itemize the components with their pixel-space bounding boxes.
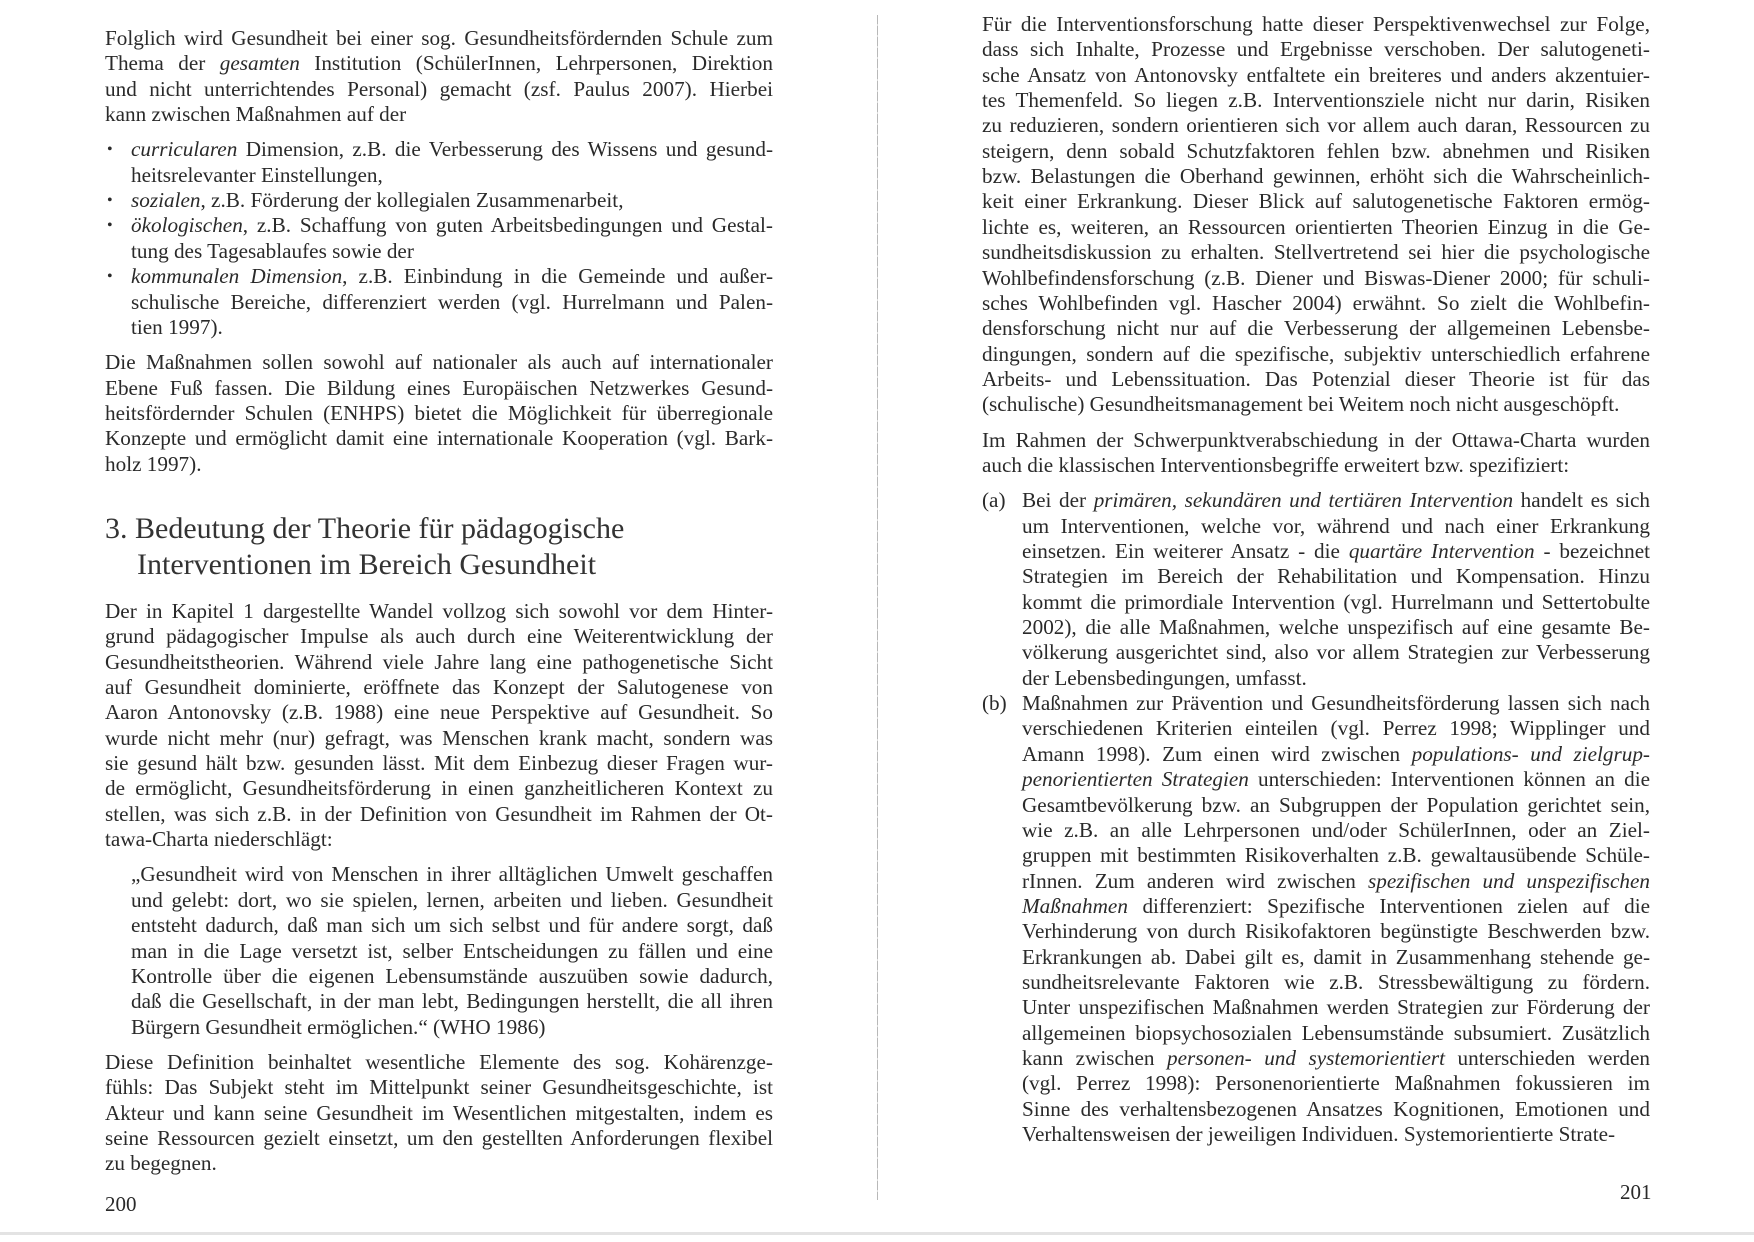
text-line: tien 1997). <box>131 314 223 339</box>
text-line: keit einer Erkrankung. Dieser Blick auf salutogenetische Faktoren ermög- <box>982 189 1650 214</box>
text-line: Maßnahmen differenziert: Spezifische Interventionen zielen auf die <box>1022 893 1650 918</box>
text-line: Strategien im Bereich der Rehabilitation und Kompensation. Hinzu <box>1022 564 1650 589</box>
text-line: zu reduzieren, sondern orientieren sich vor allem auch daran, Ressourcen zu <box>982 113 1650 138</box>
quote-line: „Gesundheit wird von Menschen in ihrer alltäglichen Umwelt geschaffen <box>131 862 773 887</box>
text-line: bzw. Belastungen die Oberhand gewinnen, erhöht sich die Wahrscheinlich- <box>982 164 1650 189</box>
quote-line: entsteht dadurch, daß man sich um sich selbst und für andere sorgt, daß <box>131 913 773 938</box>
text-line: Maßnahmen zur Prävention und Gesundheitsförderung lassen sich nach <box>1022 691 1650 716</box>
text-line: steigern, denn sobald Schutzfaktoren fehlen bzw. abnehmen und Risiken <box>982 138 1650 163</box>
text-line: zu begegnen. <box>105 1151 217 1176</box>
text-line: kommt die primordiale Intervention (vgl. Hurrelmann und Settertobulte <box>1022 589 1650 614</box>
section-heading-line: Interventionen im Bereich Gesundheit <box>137 547 597 581</box>
text-line: sundheitsrelevante Faktoren wie z.B. Stressbewältigung zu fördern. <box>1022 969 1650 994</box>
text-line: Wohlbefindensforschung (z.B. Diener und Biswas-Diener 2000; für schuli- <box>982 265 1650 290</box>
quote-line: und gelebt: dort, wo sie spielen, lernen, arbeiten und lieben. Gesundheit <box>131 887 773 912</box>
text-line: wurde nicht mehr (nur) gefragt, was Menschen krank macht, sondern was <box>105 725 773 750</box>
text-line: Gesundheitstheorien. Während viele Jahre lang eine pathogenetische Sicht <box>105 649 773 674</box>
page-number-right: 201 <box>1620 1180 1652 1204</box>
quote-line: Bürgern Gesundheit ermöglichen.“ (WHO 1986) <box>131 1014 546 1039</box>
text-line: Erkrankungen ab. Dabei gilt es, damit in Zusammenhang stehende ge- <box>1022 944 1650 969</box>
text-line: seine Ressourcen gezielt einsetzt, um den gestellten Anforderungen flexibel <box>105 1125 773 1150</box>
text-line: völkerung ausgerichtet sind, also vor allem Strategien zur Verbesserung <box>1022 640 1650 665</box>
text-line: dingungen, sondern auf die spezifische, subjektiv unterschiedlich erfahrene <box>982 341 1650 366</box>
text-line: kann zwischen Maßnahmen auf der <box>105 102 407 127</box>
text-line: sozialen, z.B. Förderung der kollegialen Zusammenarbeit, <box>131 188 624 213</box>
text-line: Ebene Fuß fassen. Die Bildung eines Europäischen Netzwerkes Gesund- <box>105 375 773 400</box>
text-line: sche Ansatz von Antonovsky entfaltete ein breiteres und anders akzentuier- <box>982 62 1650 87</box>
text-line: Unter unspezifischen Maßnahmen werden Strategien zur Förderung der <box>1022 995 1650 1020</box>
text-line: tung des Tagesablaufes sowie der <box>131 238 414 263</box>
text-line: penorientierten Strategien unterschieden: Interventionen können an die <box>1022 767 1650 792</box>
quote-line: Kontrolle über die eigenen Lebensumstände auszuüben sowie dadurch, <box>131 963 773 988</box>
text-line: Gesamtbevölkerung bzw. an Subgruppen der Population gerichtet sein, <box>1022 792 1650 817</box>
quote-line: man in die Lage versetzt ist, selber Entscheidungen zu fällen und eine <box>131 938 773 963</box>
bullet-icon: • <box>107 217 113 235</box>
text-line: auf Gesundheit dominierte, eröffnete das Konzept der Salutogenese von <box>105 675 773 699</box>
text-line: Thema der gesamten Institution (SchülerInnen, Lehrpersonen, Direktion <box>105 51 773 76</box>
text-line: fühls: Das Subjekt steht im Mittelpunkt seiner Gesundheitsgeschichte, ist <box>105 1075 773 1100</box>
text-line: lichte es, weiteren, an Ressourcen orientierten Theorien Einzug in die Ge- <box>982 214 1650 239</box>
text-line: wie z.B. an alle Lehrpersonen und/oder SchülerInnen, oder an Ziel- <box>1022 817 1650 842</box>
text-line: Aaron Antonovsky (z.B. 1988) eine neue Perspektive auf Gesundheit. So <box>105 700 773 725</box>
text-line: kommunalen Dimension, z.B. Einbindung in die Gemeinde und außer- <box>131 264 773 289</box>
text-line: Arbeits- und Lebenssituation. Das Potenzial dieser Theorie ist für das <box>982 366 1650 391</box>
text-line: curricularen Dimension, z.B. die Verbesserung des Wissens und gesund- <box>131 137 773 162</box>
text-line: heitsfördernder Schulen (ENHPS) bietet die Möglichkeit für überregionale <box>105 400 773 425</box>
text-line: Bei der primären, sekundären und tertiären Intervention handelt es sich <box>1022 488 1650 513</box>
section-heading-line: 3. Bedeutung der Theorie für pädagogische <box>105 511 625 545</box>
text-line: sie gesund hält bzw. gesunden lässt. Mit dem Einbezug dieser Fragen wur- <box>105 751 773 776</box>
text-line: kann zwischen personen- und systemorientiert unterschieden werden <box>1022 1046 1651 1070</box>
text-line: Verhinderung von durch Risikofaktoren begünstigte Beschwerden bzw. <box>1022 919 1650 944</box>
text-line: Die Maßnahmen sollen sowohl auf nationaler als auch auf internationaler <box>105 350 773 375</box>
text-line: Für die Interventionsforschung hatte dieser Perspektivenwechsel zur Folge, <box>982 12 1650 36</box>
left-page <box>0 0 860 1242</box>
enumeration-marker: (b) <box>982 691 1007 716</box>
text-line: Akteur und kann seine Gesundheit im Wesentlichen mitgestalten, indem es <box>105 1100 773 1125</box>
text-line: sches Wohlbefinden vgl. Hascher 2004) erwähnt. So zielt die Wohlbefin- <box>982 290 1650 315</box>
text-line: tes Themenfeld. So liegen z.B. Interventionsziele nicht nur darin, Risiken <box>982 88 1650 113</box>
text-line: sundheitsdiskussion zu erhalten. Stellvertretend sei hier die psychologische <box>982 240 1650 265</box>
text-line: verschiedenen Kriterien einteilen (vgl. Perrez 1998; Wipplinger und <box>1022 716 1650 741</box>
text-line: (vgl. Perrez 1998): Personenorientierte Maßnahmen fokussieren im <box>1022 1071 1650 1096</box>
text-line: 2002), die alle Maßnahmen, welche unspezifisch auf eine gesamte Be- <box>1022 615 1650 640</box>
text-line: der Lebensbedingungen, umfasst. <box>1022 665 1307 690</box>
text-line: schulische Bereiche, differenziert werden (vgl. Hurrelmann und Palen- <box>131 289 773 314</box>
enumeration-marker: (a) <box>982 488 1006 513</box>
text-line: und nicht unterrichtendes Personal) gemacht (zsf. Paulus 2007). Hierbei <box>105 76 773 101</box>
quote-line: daß die Gesellschaft, in der man lebt, Bedingungen herstellt, die all ihren <box>131 989 773 1014</box>
bullet-icon: • <box>107 192 113 210</box>
book-gutter-line <box>877 15 878 1200</box>
text-line: Amann 1998). Zum einen wird zwischen populations- und zielgrup- <box>1022 741 1650 766</box>
text-line: allgemeinen biopsychosozialen Lebensumstände subsumiert. Zusätzlich <box>1022 1020 1650 1045</box>
text-line: Konzepte und ermöglicht damit eine internationale Kooperation (vgl. Bark- <box>105 426 773 451</box>
text-line: Im Rahmen der Schwerpunktverabschiedung in der Ottawa-Charta wurden <box>982 427 1650 452</box>
text-line: de ermöglicht, Gesundheitsförderung in einen ganzheitlicheren Kontext zu <box>105 776 773 801</box>
text-line: gruppen mit bestimmten Risikoverhalten z.B. gewaltausübende Schüle- <box>1022 843 1650 868</box>
text-line: Der in Kapitel 1 dargestellte Wandel vollzog sich sowohl vor dem Hinter- <box>105 598 773 623</box>
text-line: Sinne des verhaltensbezogenen Ansatzes Kognitionen, Emotionen und <box>1022 1096 1650 1121</box>
text-line: Folglich wird Gesundheit bei einer sog. Gesundheitsfördernden Schule zum <box>105 26 773 50</box>
text-line: dass sich Inhalte, Prozesse und Ergebnisse verschoben. Der salutogeneti- <box>982 37 1650 62</box>
bullet-icon: • <box>107 141 113 159</box>
text-line: densforschung nicht nur auf die Verbesserung der allgemeinen Lebensbe- <box>982 316 1650 341</box>
text-line: tawa-Charta niederschlägt: <box>105 827 333 852</box>
scan-bottom-edge <box>0 1232 1754 1235</box>
bullet-icon: • <box>107 268 113 286</box>
page-number-left: 200 <box>105 1192 137 1216</box>
text-line: heitsrelevanter Einstellungen, <box>131 162 383 187</box>
text-line: (schulische) Gesundheitsmanagement bei Weitem noch nicht ausgeschöpft. <box>982 392 1620 417</box>
text-line: um Interventionen, welche vor, während und nach einer Erkrankung <box>1022 513 1650 538</box>
text-line: Verhaltensweisen der jeweiligen Individuen. Systemorientierte Strate- <box>1022 1122 1616 1147</box>
text-line: auch die klassischen Interventionsbegriffe erweitert bzw. spezifiziert: <box>982 452 1570 477</box>
text-line: ökologischen, z.B. Schaffung von guten Arbeitsbedingungen und Gestal- <box>131 213 773 238</box>
text-line: rInnen. Zum anderen wird zwischen spezifischen und unspezifischen <box>1022 868 1651 893</box>
text-line: einsetzen. Ein weiterer Ansatz - die quartäre Intervention - bezeichnet <box>1022 539 1650 563</box>
text-line: holz 1997). <box>105 451 202 476</box>
text-line: stellen, was sich z.B. in der Definition von Gesundheit im Rahmen der Ot- <box>105 801 773 826</box>
text-line: grund pädagogischer Impulse als auch durch eine Weiterentwicklung der <box>105 624 773 649</box>
text-line: Diese Definition beinhaltet wesentliche Elemente des sog. Kohärenzge- <box>105 1049 773 1074</box>
right-page <box>880 0 1754 1242</box>
